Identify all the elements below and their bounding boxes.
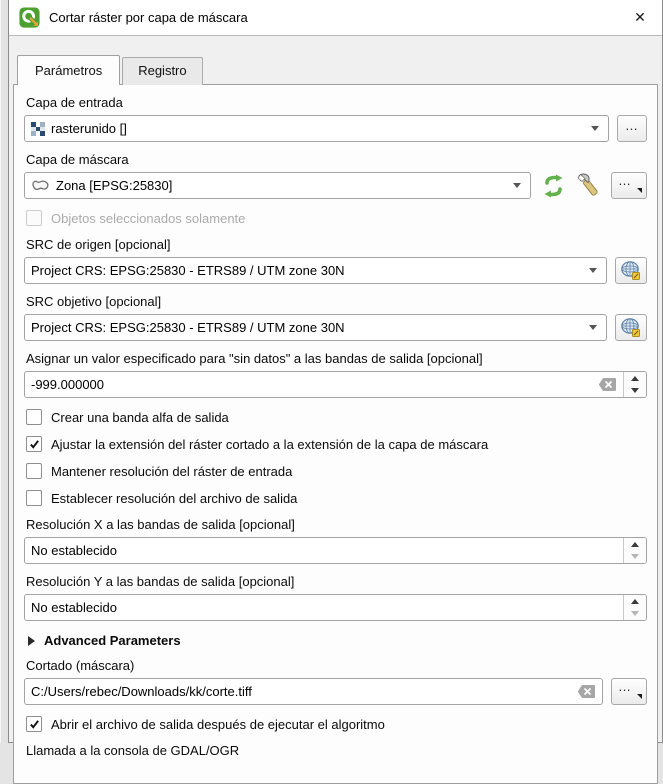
set-resolution-row — [26, 490, 647, 506]
input-layer-browse-button[interactable]: … — [617, 115, 647, 142]
alpha-band-row — [26, 409, 647, 425]
tab-parametros[interactable]: Parámetros — [17, 55, 120, 85]
source-crs-combobox[interactable] — [24, 257, 607, 284]
alpha-band-label: Crear una banda alfa de salida — [51, 409, 229, 425]
parameters-pane — [13, 84, 658, 784]
menu-corner-icon — [637, 694, 642, 699]
keep-resolution-label: Mantener resolución del ráster de entrada — [51, 463, 293, 479]
selected-features-only-label: Objetos seleccionados solamente — [51, 210, 246, 226]
mask-layer-label: Capa de máscara — [26, 152, 129, 167]
target-crs-combobox[interactable] — [24, 314, 607, 341]
caret-right-icon — [28, 636, 35, 646]
output-path-field[interactable] — [24, 678, 603, 705]
spin-up-button[interactable] — [624, 595, 646, 608]
advanced-parameters-toggle[interactable] — [28, 633, 647, 648]
clear-value-icon[interactable] — [577, 684, 596, 699]
source-crs-value: Project CRS: EPSG:25830 - ETRS89 / UTM zone 30N — [31, 263, 345, 278]
spin-down-button[interactable] — [624, 385, 646, 398]
y-resolution-label: Resolución Y a las bandas de salida [opcional] — [26, 574, 295, 589]
y-resolution-spin-buttons[interactable] — [623, 595, 646, 620]
x-resolution-spinbox[interactable] — [24, 537, 647, 564]
spin-up-button[interactable] — [624, 372, 646, 385]
x-resolution-label: Resolución X a las bandas de salida [opcional] — [26, 517, 295, 532]
output-label: Cortado (máscara) — [26, 658, 135, 673]
target-crs-label: SRC objetivo [opcional] — [26, 294, 162, 309]
selected-features-only-row — [26, 210, 647, 226]
open-after-run-checkbox[interactable] — [26, 716, 42, 732]
match-extent-row — [26, 436, 647, 452]
nodata-value: -999.000000 — [31, 377, 105, 392]
spin-up-button[interactable] — [624, 538, 646, 551]
x-resolution-value: No establecido — [31, 543, 117, 558]
raster-layer-icon — [31, 122, 45, 136]
input-layer-value: rasterunido [] — [51, 121, 127, 136]
target-crs-value: Project CRS: EPSG:25830 - ETRS89 / UTM zone 30N — [31, 320, 345, 335]
title-bar — [9, 0, 662, 36]
chevron-down-icon — [589, 325, 597, 330]
globe-crs-icon — [620, 260, 642, 281]
chevron-down-icon — [513, 183, 521, 188]
chevron-down-icon — [591, 126, 599, 131]
open-after-run-label: Abrir el archivo de salida después de ejecutar el algoritmo — [51, 716, 385, 732]
mask-layer-value: Zona [EPSG:25830] — [56, 178, 173, 193]
polygon-layer-icon — [31, 179, 50, 192]
selected-features-only-checkbox — [26, 210, 42, 226]
match-extent-checkbox[interactable] — [26, 436, 42, 452]
globe-crs-icon — [620, 317, 642, 338]
alpha-band-checkbox[interactable] — [26, 409, 42, 425]
qgis-logo-icon — [19, 7, 40, 28]
mask-layer-combobox[interactable] — [24, 172, 531, 199]
keep-resolution-row — [26, 463, 647, 479]
tab-registro[interactable]: Registro — [122, 57, 202, 85]
input-layer-label: Capa de entrada — [26, 95, 123, 110]
advanced-parameters-label: Advanced Parameters — [44, 633, 181, 648]
spin-down-button[interactable] — [624, 551, 646, 564]
menu-corner-icon — [637, 188, 642, 193]
close-button[interactable]: ✕ — [634, 9, 646, 25]
nodata-label: Asignar un valor especificado para "sin datos" a las bandas de salida [opcional] — [26, 351, 483, 366]
iterate-over-layer-icon[interactable] — [539, 174, 567, 198]
match-extent-label: Ajustar la extensión del ráster cortado a la extensión de la capa de máscara — [51, 436, 489, 452]
y-resolution-spinbox[interactable] — [24, 594, 647, 621]
gdal-console-call-label: Llamada a la consola de GDAL/OGR — [26, 743, 240, 758]
nodata-spin-buttons[interactable] — [623, 372, 646, 397]
clip-raster-dialog — [8, 0, 663, 758]
tab-bar — [17, 55, 662, 85]
open-after-run-row — [26, 716, 647, 732]
set-resolution-checkbox[interactable] — [26, 490, 42, 506]
nodata-spinbox[interactable] — [24, 371, 647, 398]
x-resolution-spin-buttons[interactable] — [623, 538, 646, 563]
source-crs-label: SRC de origen [opcional] — [26, 237, 171, 252]
clear-value-icon[interactable] — [598, 377, 617, 392]
output-path-value: C:/Users/rebec/Downloads/kk/corte.tiff — [31, 684, 252, 699]
keep-resolution-checkbox[interactable] — [26, 463, 42, 479]
background-strip — [0, 0, 8, 743]
input-layer-combobox[interactable] — [24, 115, 609, 142]
chevron-down-icon — [589, 268, 597, 273]
advanced-options-wrench-icon[interactable] — [575, 172, 603, 199]
window-title: Cortar ráster por capa de máscara — [49, 10, 248, 25]
mask-layer-browse-menu-button[interactable]: … — [611, 172, 647, 199]
output-browse-menu-button[interactable]: … — [611, 678, 647, 705]
set-resolution-label: Establecer resolución del archivo de salida — [51, 490, 298, 506]
source-crs-select-button[interactable] — [615, 257, 647, 284]
y-resolution-value: No establecido — [31, 600, 117, 615]
spin-down-button[interactable] — [624, 608, 646, 621]
target-crs-select-button[interactable] — [615, 314, 647, 341]
